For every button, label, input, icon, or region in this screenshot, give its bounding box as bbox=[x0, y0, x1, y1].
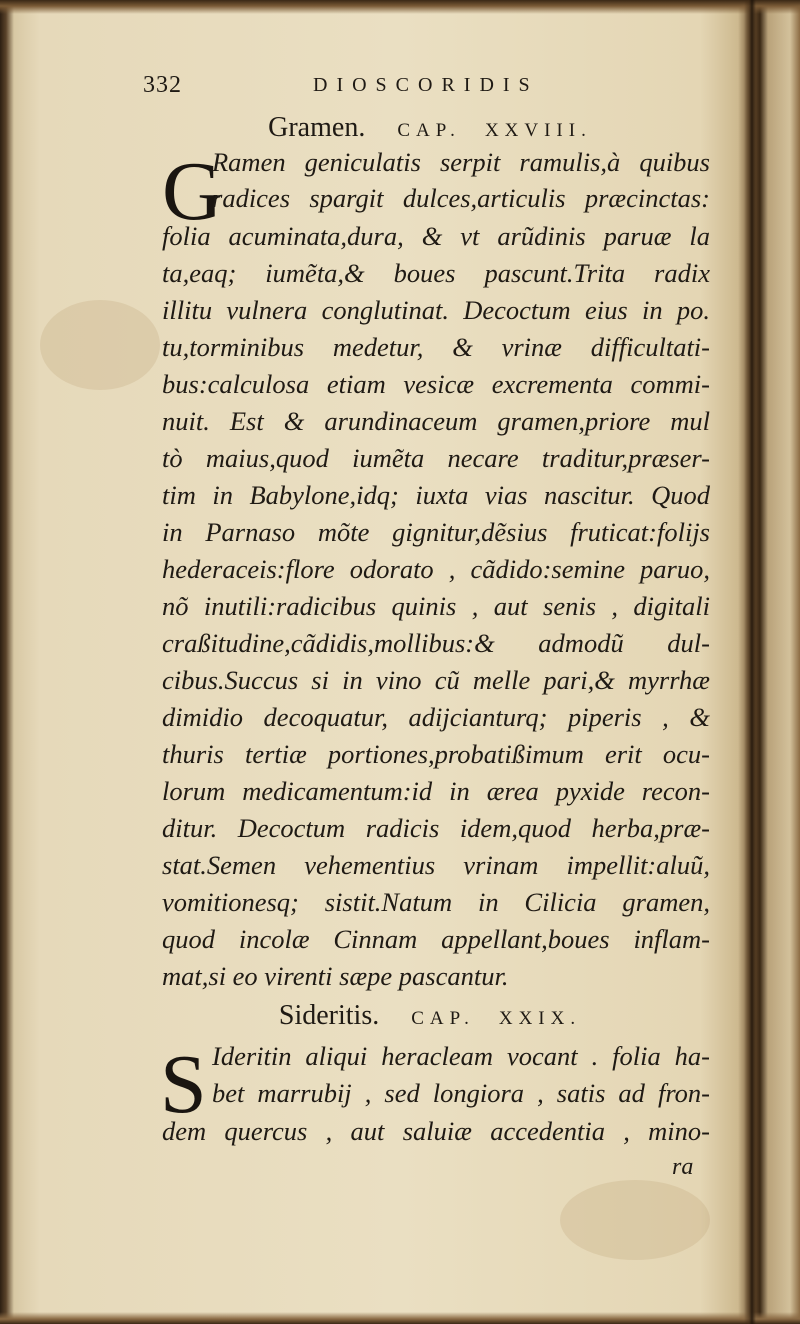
text-line: nõ inutili:radicibus quinis , aut senis , digitali bbox=[162, 591, 710, 621]
text-line: bet marrubij , sed longiora , satis ad fron- bbox=[212, 1078, 710, 1108]
text-line: ta,eaq; iumẽta,& boues pascunt.Trita radix bbox=[162, 258, 710, 288]
chapter-heading-sideritis bbox=[160, 1000, 700, 1040]
running-head bbox=[143, 72, 601, 102]
text-line: bus:calculosa etiam vesicæ excrementa commi- bbox=[162, 369, 710, 399]
text-line: Ideritin aliqui heracleam vocant . folia ha- bbox=[212, 1041, 710, 1071]
paper-stain bbox=[40, 300, 160, 390]
text-line: dem quercus , aut saluiæ accedentia , mino- bbox=[162, 1116, 710, 1146]
text-line: thuris tertiæ portiones,probatißimum erit ocu- bbox=[162, 739, 710, 769]
text-line: nuit. Est & arundinaceum gramen,priore mul bbox=[162, 406, 710, 436]
text-line: tò maius,quod iumẽta necare traditur,præser- bbox=[162, 443, 710, 473]
text-line: vomitionesq; sistit.Natum in Cilicia gramen, bbox=[162, 887, 710, 917]
text-line: stat.Semen vehementius vrinam impellit:aluũ, bbox=[162, 850, 710, 880]
page-number: 332 bbox=[143, 72, 182, 98]
chapter-number: XXIX. bbox=[498, 1008, 582, 1029]
chapter-cap-label: CAP. bbox=[397, 120, 461, 141]
running-title: DIOSCORIDIS bbox=[313, 74, 539, 96]
text-line: quod incolæ Cinnam appellant,boues inflam- bbox=[162, 924, 710, 954]
drop-cap-initial: G bbox=[162, 145, 223, 238]
text-line: Ramen geniculatis serpit ramulis,à quibus bbox=[212, 147, 710, 177]
page-bottom-edge bbox=[0, 1312, 800, 1324]
text-line: mat,si eo virenti sæpe pascantur. bbox=[162, 961, 509, 991]
text-line: folia acuminata,dura, & vt arũdinis paruæ la bbox=[162, 221, 710, 251]
catchword: ra bbox=[672, 1154, 694, 1180]
page-top-edge bbox=[0, 0, 800, 14]
drop-cap-initial: S bbox=[160, 1038, 207, 1131]
paper-stain bbox=[560, 1180, 710, 1260]
text-line: craßitudine,cãdidis,mollibus:& admodũ dul- bbox=[162, 628, 710, 658]
chapter-cap-label: CAP. bbox=[411, 1008, 475, 1029]
chapter-title: Gramen. bbox=[268, 112, 366, 143]
chapter-number: XXVIII. bbox=[484, 120, 592, 141]
text-line: tim in Babylone,idq; iuxta vias nascitur. Quod bbox=[162, 480, 710, 510]
text-line: ditur. Decoctum radicis idem,quod herba,præ- bbox=[162, 813, 710, 843]
text-line: tu,torminibus medetur, & vrinæ difficultati- bbox=[162, 332, 710, 362]
text-line: illitu vulnera conglutinat. Decoctum eius in po. bbox=[162, 295, 710, 325]
text-line: radices spargit dulces,articulis præcinctas: bbox=[212, 183, 710, 213]
text-line: hederaceis:flore odorato , cãdido:semine paruo, bbox=[162, 554, 710, 584]
text-line: in Parnaso mõte gignitur,dẽsius fruticat:folijs bbox=[162, 517, 710, 547]
text-line: dimidio decoquatur, adijcianturq; piperis , & bbox=[162, 702, 710, 732]
chapter-title: Sideritis. bbox=[278, 1000, 380, 1031]
page-fold-shadow bbox=[744, 0, 756, 1324]
text-line: lorum medicamentum:id in ærea pyxide recon- bbox=[162, 776, 710, 806]
text-line: cibus.Succus si in vino cũ melle pari,& myrrhæ bbox=[162, 665, 710, 695]
